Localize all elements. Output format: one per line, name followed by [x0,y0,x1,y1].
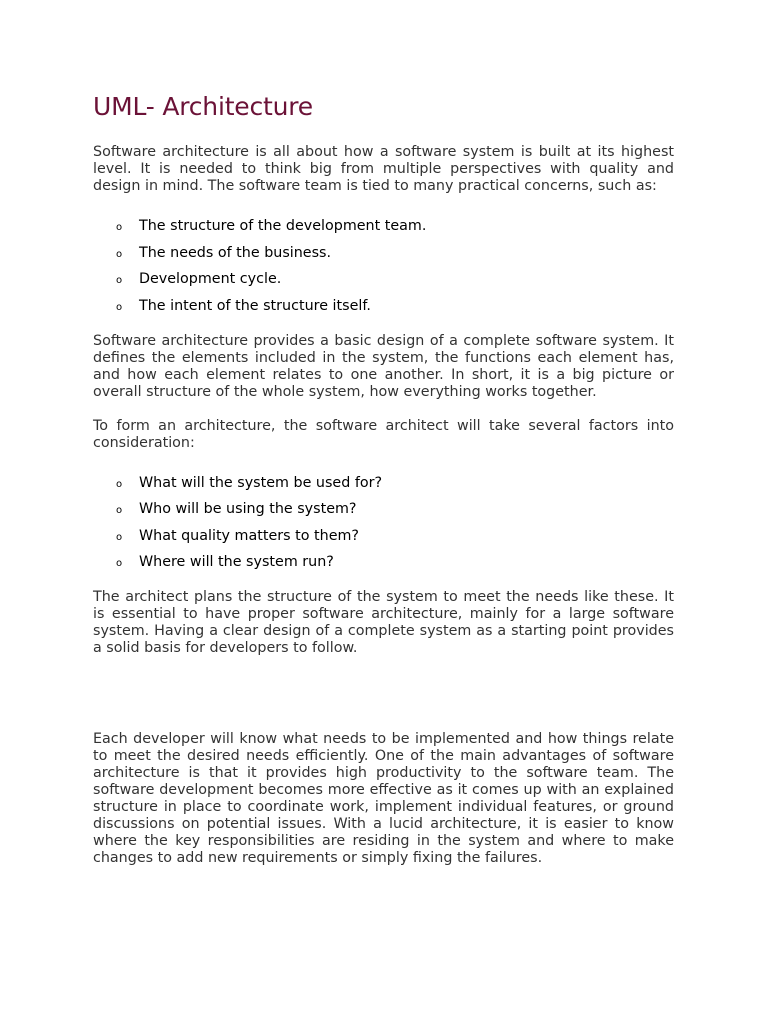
list-item [93,501,674,528]
list-item [93,554,674,571]
list-item-text: What will the system be used for? [139,474,383,491]
list-item [93,245,674,272]
list-item-text: The structure of the development team. [139,218,427,234]
bullet-marker-icon: o [116,478,123,490]
list-item-text: The intent of the structure itself. [139,297,371,314]
list-item-text: Who will be using the system? [139,501,357,517]
list-item [93,298,674,315]
list-item [93,271,674,298]
bullet-marker-icon: o [116,558,123,569]
list-item [93,218,674,245]
list-item [93,475,674,502]
bullet-marker-icon: o [116,301,123,313]
bullet-marker-icon: o [116,505,123,516]
list-item-text: The needs of the business. [139,244,332,261]
paragraph-factors: To form an architecture, the software architect will take several factors into consideration: [93,417,674,451]
page-title: UML- Architecture [93,92,313,121]
concerns-list [93,218,674,315]
bullet-marker-icon: o [116,531,123,543]
document-page [93,90,674,867]
paragraph-definition: Software architecture provides a basic design of a complete software system. It defines the elements included in the system, the functions each element has, and how each element relates to one another. In short, it is a big picture or overall structure of the whole system, how everything works together. [93,332,674,400]
list-item [93,528,674,555]
factors-list [93,475,674,572]
list-item-text: Development cycle. [139,271,282,287]
list-item-text: What quality matters to them? [139,527,360,544]
list-item-text: Where will the system run? [139,554,334,570]
bullet-marker-icon: o [116,222,123,233]
paragraph-architect-plans: The architect plans the structure of the system to meet the needs like these. It is essential to have proper software architecture, mainly for a large software system. Having a clear design of a complete system as a starting point provides a solid basis for developers to follow. [93,589,674,656]
paragraph-developer-benefits: Each developer will know what needs to be implemented and how things relate to meet the desired needs efficiently. One of the main advantages of software architecture is that it provides high productivity to the software team. The software development becomes more effective as it comes up with an explained structure in place to coordinate work, implement individual features, or ground discussions on potential issues. With a lucid architecture, it is easier to know where the key responsibilities are residing in the system and where to make changes to add new requirements or simply fixing the failures. [93,731,674,866]
paragraph-intro: Software architecture is all about how a software system is built at its highest level. It is needed to think big from multiple perspectives with quality and design in mind. The software team is tied to many practical concerns, such as: [93,144,674,194]
bullet-marker-icon: o [116,275,123,286]
bullet-marker-icon: o [116,248,123,260]
